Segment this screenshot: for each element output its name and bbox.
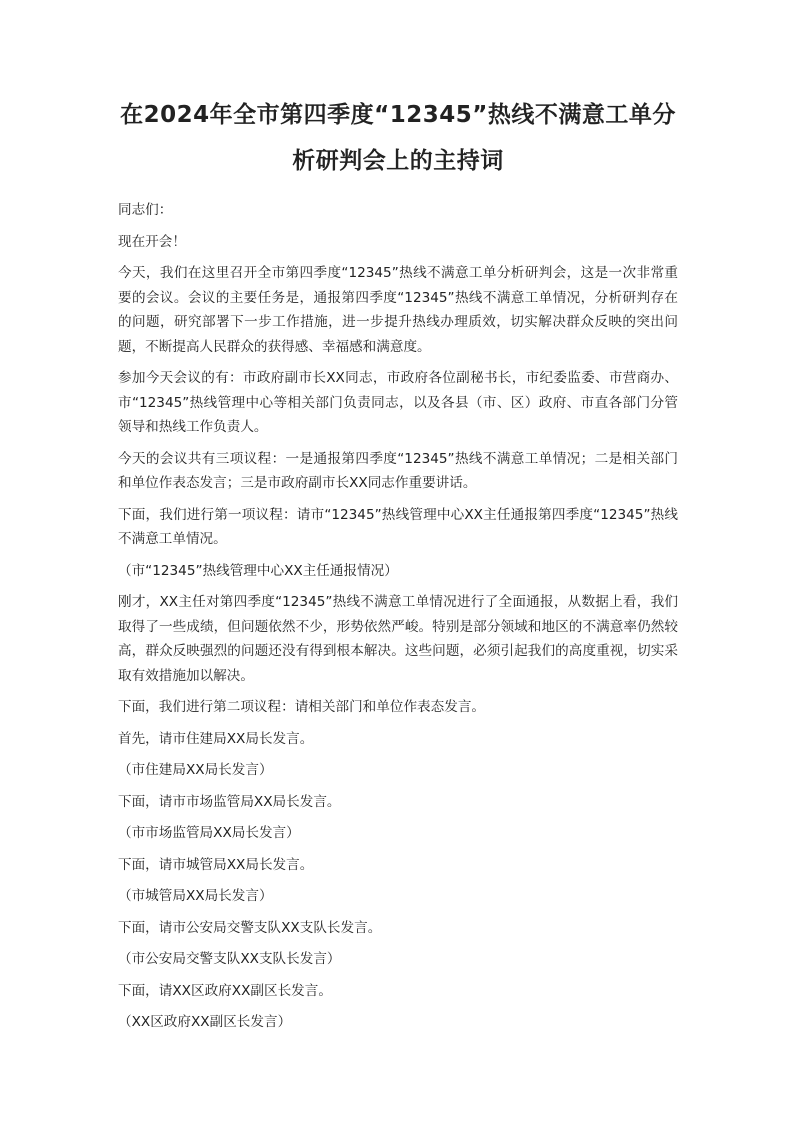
document-body [118,198,678,1035]
paragraph: （XX区政府XX副区长发言） [118,1014,292,1030]
paragraph: 今天，我们在这里召开全市第四季度“12345”热线不满意工单分析研判会，这是一次非常重要的会议。会议的主要任务是，通报第四季度“12345”热线不满意工单情况，分析研判存在的问题，研究部署下一步工作措施，进一步提升热线办理质效，切实解决群众反映的突出问题，不断提高人民群众的获得感、幸福感和满意度。 [118,265,678,355]
paragraph: 下面，我们进行第二项议程：请相关部门和单位作表态发言。 [118,699,486,715]
paragraph: 下面，我们进行第一项议程：请市“12345”热线管理中心XX主任通报第四季度“12345”热线不满意工单情况。 [118,506,678,547]
paragraph: 刚才，XX主任对第四季度“12345”热线不满意工单情况进行了全面通报，从数据上看，我们取得了一些成绩，但问题依然不少，形势依然严峻。特别是部分领域和地区的不满意率仍然较高，群众反映强烈的问题还没有得到根本解决。这些问题，必须引起我们的高度重视，切实采取有效措施加以解决。 [118,594,678,684]
paragraph: （市住建局XX局长发言） [118,762,273,778]
paragraph: 同志们： [118,202,173,218]
paragraph: 下面，请市公安局交警支队XX支队长发言。 [118,919,382,936]
paragraph: 下面，请市城管局XX局长发言。 [118,856,314,873]
paragraph: （市城管局XX局长发言） [118,888,273,904]
document-title: 在2024年全市第四季度“12345”热线不满意工单分析研判会上的主持词 [120,102,676,174]
paragraph: 下面，请XX区政府XX副区长发言。 [118,982,332,999]
paragraph: 今天的会议共有三项议程：一是通报第四季度“12345”热线不满意工单情况；二是相关部门和单位作表态发言；三是市政府副市长XX同志作重要讲话。 [118,450,678,491]
paragraph: （市公安局交警支队XX支队长发言） [118,951,341,967]
paragraph: （市“12345”热线管理中心XX主任通报情况） [118,562,398,579]
paragraph: 首先，请市住建局XX局长发言。 [118,730,314,747]
document-page [118,92,678,1042]
paragraph: 参加今天会议的有：市政府副市长XX同志，市政府各位副秘书长，市纪委监委、市营商办、市“12345”热线管理中心等相关部门负责同志，以及各县（市、区）政府、市直各部门分管领导和热线工作负责人。 [118,370,678,435]
paragraph: 现在开会！ [118,233,186,250]
paragraph: 下面，请市市场监管局XX局长发言。 [118,793,341,810]
paragraph: （市市场监管局XX局长发言） [118,825,300,841]
